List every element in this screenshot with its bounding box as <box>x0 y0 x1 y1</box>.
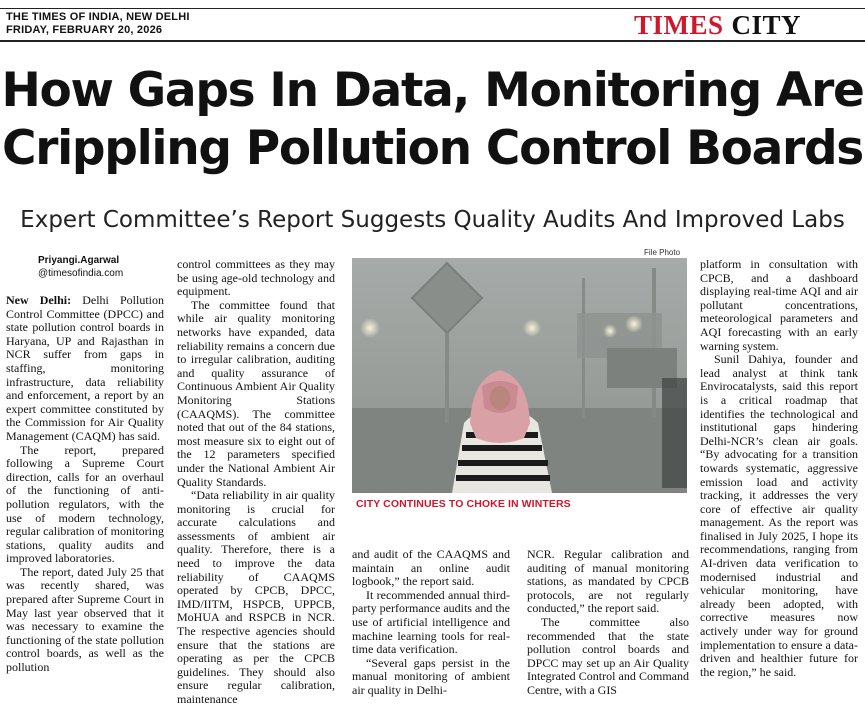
edition-dateline <box>6 11 190 37</box>
subheadline: Expert Committee’s Report Suggests Quality Audits And Improved Labs <box>20 207 845 233</box>
headline-line-2: Crippling Pollution Control Boards <box>2 121 863 176</box>
paragraph-continued: control committees as they may be using age-old technology and equipment. <box>177 257 335 299</box>
headline-line-1: How Gaps In Data, Monitoring Are <box>1 63 864 118</box>
masthead-top-rule <box>0 8 865 9</box>
paragraph: It recommended annual third-party performance audits and the use of artificial intelligence and machine learning tools for real-time data verification. <box>352 587 510 657</box>
brand-times: TIMES <box>633 10 724 40</box>
column-1 <box>6 294 164 675</box>
lead-text: Delhi Pollution Control Committee (DPCC) and state pollution control boards in Haryana, UP and Rajasthan in NCR suffer from gaps in staffing, monitoring infrastructure, data reliability and enforcement, a report by an expert committee constituted by the Commission for Air Quality Management (CAQM) has said. <box>6 293 164 443</box>
byline-name: Priyangi.Agarwal <box>38 255 120 266</box>
column-2 <box>177 258 335 707</box>
section-brand <box>634 10 801 40</box>
paragraph-continued: platform in consultation with CPCB, and a dashboard displaying real-time AQI and air pollutant concentrations, meteorological parameters and AQI forecasting with an early warning system. <box>700 257 858 353</box>
paragraph: The report, prepared following a Supreme Court direction, calls for an overhaul of the functioning of anti-pollution regulators, with the use of modern technology, regular calibration of monitoring stations, quality audits and improved laboratories. <box>6 442 164 566</box>
masthead-bottom-rule <box>0 40 865 42</box>
column-3 <box>352 548 510 698</box>
paragraph-lead <box>6 294 164 444</box>
article-dateline: New Delhi: <box>6 293 72 307</box>
paragraph: Sunil Dahiya, founder and lead analyst at think tank Envirocatalysts, said this report is a critical roadmap that identifies the technological and institutional gaps hindering Delhi-NCR’s clean air goals. “By advocating for a transition towards systematic, aggressive emission load and activity tracking, it addresses the very core of effective air quality management. As the report was finalised in July 2025, I hope its recommendations, ranging from AI-driven data verification to modernised industrial and vehicular monitoring, have already been adopted, with corrective measures now actively under way for ground implementation to ensure a data-driven and healthier future for the region,” he said. <box>700 352 858 679</box>
byline-handle: @timesofindia.com <box>38 268 124 279</box>
paragraph: The committee also recommended that the state pollution control boards and DPCC may set up an Air Quality Integrated Control and Command Centre, with a GIS <box>527 614 689 697</box>
brand-city: CITY <box>731 10 801 40</box>
edition-line: THE TIMES OF INDIA, NEW DELHI <box>6 11 190 23</box>
news-photo <box>352 258 687 493</box>
paragraph: The committee found that while air quality monitoring networks have expanded, data reliability remains a concern due to irregular calibration, auditing and quality assurance of Continuous Ambient Air Quality Monitoring Stations (CAAQMS). The committee noted that out of the 84 stations, most measure six to eight out of the 12 parameters specified under the National Ambient Air Quality Standards. <box>177 297 335 489</box>
paragraph: “Several gaps persist in the manual monitoring of ambient air quality in Delhi- <box>352 655 510 697</box>
photo-caption: CITY CONTINUES TO CHOKE IN WINTERS <box>356 498 571 510</box>
paragraph-continued: and audit of the CAAQMS and maintain an online audit logbook,” the report said. <box>352 547 510 589</box>
smog-street-photo <box>352 258 687 493</box>
paragraph: The report, dated July 25 that was recently shared, was prepared after Supreme Court in May last year observed that it was necessary to examine the functioning of the state pollution control boards, as well as the pollution <box>6 564 164 675</box>
column-5 <box>700 258 858 679</box>
photo-credit: File Photo <box>644 248 681 257</box>
byline <box>38 254 123 280</box>
paragraph: “Data reliability in air quality monitoring is crucial for accurate calculations and assessments of ambient air quality. Therefore, there is a need to improve the data reliability of CAAQMS operated by CPCB, DPCC, IMD/IITM, HSPCB, UPPCB, MoHUA and RSPCB in NCR. The respective agencies should ensure that the stations are operating as per the CPCB guidelines. They should also ensure regular calibration, maintenance <box>177 488 335 706</box>
paragraph-continued: NCR. Regular calibration and auditing of manual monitoring stations, as mandated by CPCB protocols, are not regularly conducted,” the report said. <box>527 547 689 616</box>
headline <box>0 62 865 178</box>
column-4 <box>527 548 689 698</box>
edition-date: FRIDAY, FEBRUARY 20, 2026 <box>6 24 163 36</box>
